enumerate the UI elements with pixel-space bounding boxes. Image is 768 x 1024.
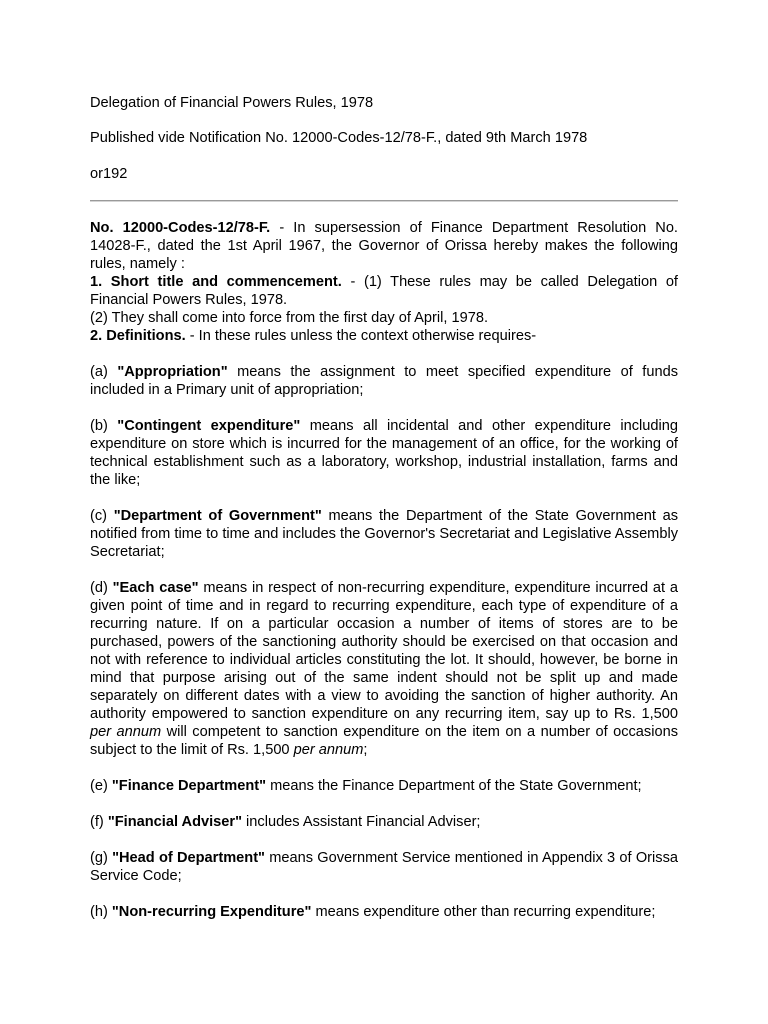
definition-italic: per annum: [293, 742, 364, 758]
definition-italic: per annum: [90, 724, 162, 740]
definition-a: [90, 363, 678, 399]
definition-d: [90, 579, 678, 759]
definition-h: [90, 903, 678, 921]
definition-term: "Finance Department": [111, 778, 267, 794]
definition-term: "Each case": [112, 580, 199, 596]
definition-e: [90, 777, 678, 795]
document-body: [90, 219, 678, 921]
reference-code: or192: [90, 166, 128, 182]
definition-text: means all incidental and other expenditure including expenditure on store which is incurred for the management of an office, for the working of technical establishment such as a laboratory, workshop, industrial installation, farms and the like;: [90, 418, 679, 488]
definition-text: means the assignment to meet specified expenditure of funds included in a Primary unit of appropriation;: [90, 364, 678, 398]
definition-prefix: (d): [90, 580, 113, 596]
definition-text: means Government Service mentioned in Appendix 3 of Orissa Service Code;: [90, 850, 678, 884]
definition-f: [90, 813, 678, 831]
definition-text: includes Assistant Financial Adviser;: [242, 814, 481, 830]
definition-text: will competent to sanction expenditure on the item on a number of occasions subject to the limit of Rs. 1,500: [90, 724, 678, 758]
horizontal-divider: [90, 200, 678, 202]
rule-2-paragraph: [90, 327, 678, 345]
rule-1-heading: 1. Short title and commencement.: [90, 274, 342, 290]
definition-text: means expenditure other than recurring expenditure;: [311, 904, 656, 920]
definition-term: "Financial Adviser": [107, 814, 242, 830]
rule-1-subclause-2: (2) They shall come into force from the first day of April, 1978.: [90, 310, 488, 326]
definition-prefix: (c): [90, 508, 114, 524]
definition-prefix: (h): [90, 904, 112, 920]
preamble-text: - In supersession of Finance Department Resolution No. 14028-F., dated the 1st April 1967, the Governor of Orissa hereby makes the following rules, namely :: [90, 220, 678, 272]
document-title: Delegation of Financial Powers Rules, 1978: [90, 95, 374, 111]
definition-g: [90, 849, 678, 885]
preamble-paragraph: [90, 219, 678, 273]
rule-2-heading: 2. Definitions.: [90, 328, 186, 344]
definition-prefix: (b): [90, 418, 118, 434]
definition-prefix: (a): [90, 364, 118, 380]
definition-text: means the Department of the State Government as notified from time to time and includes the Governor's Secretariat and Legislative Assembly Secretariat;: [90, 508, 678, 560]
rule-1-paragraph: [90, 273, 678, 309]
definition-term: "Department of Government": [113, 508, 322, 524]
rule-1-text: - (1) These rules may be called Delegation of Financial Powers Rules, 1978.: [90, 274, 678, 308]
definition-term: "Non-recurring Expenditure": [111, 904, 312, 920]
definition-text: means the Finance Department of the State Government;: [266, 778, 642, 794]
definition-prefix: (f): [90, 814, 108, 830]
definition-prefix: (e): [90, 778, 112, 794]
notification-number: No. 12000-Codes-12/78-F.: [90, 220, 271, 236]
definition-term: "Contingent expenditure": [117, 418, 301, 434]
definition-prefix: (g): [90, 850, 113, 866]
definition-term: "Appropriation": [117, 364, 228, 380]
rule-2-text: - In these rules unless the context otherwise requires-: [185, 328, 537, 344]
definition-text: ;: [363, 742, 368, 758]
definition-b: [90, 417, 678, 489]
definition-text: means in respect of non-recurring expenditure, expenditure incurred at a given point of time and in regard to recurring expenditure, each type of expenditure of a recurring nature. If on a particular occasion a number of items of stores are to be purchased, powers of the sanctioning authority should be exercised on that occasion and not with reference to individual articles constituting the lot. It should, however, be borne in mind that purpose arising out of the same indent should not be split up and made separately on different dates with a view to avoiding the sanction of higher authority. An authority empowered to sanction expenditure on any recurring item, say up to Rs. 1,500: [90, 580, 678, 722]
publication-note: Published vide Notification No. 12000-Codes-12/78-F., dated 9th March 1978: [90, 130, 588, 146]
definition-c: [90, 507, 678, 561]
definition-term: "Head of Department": [112, 850, 265, 866]
